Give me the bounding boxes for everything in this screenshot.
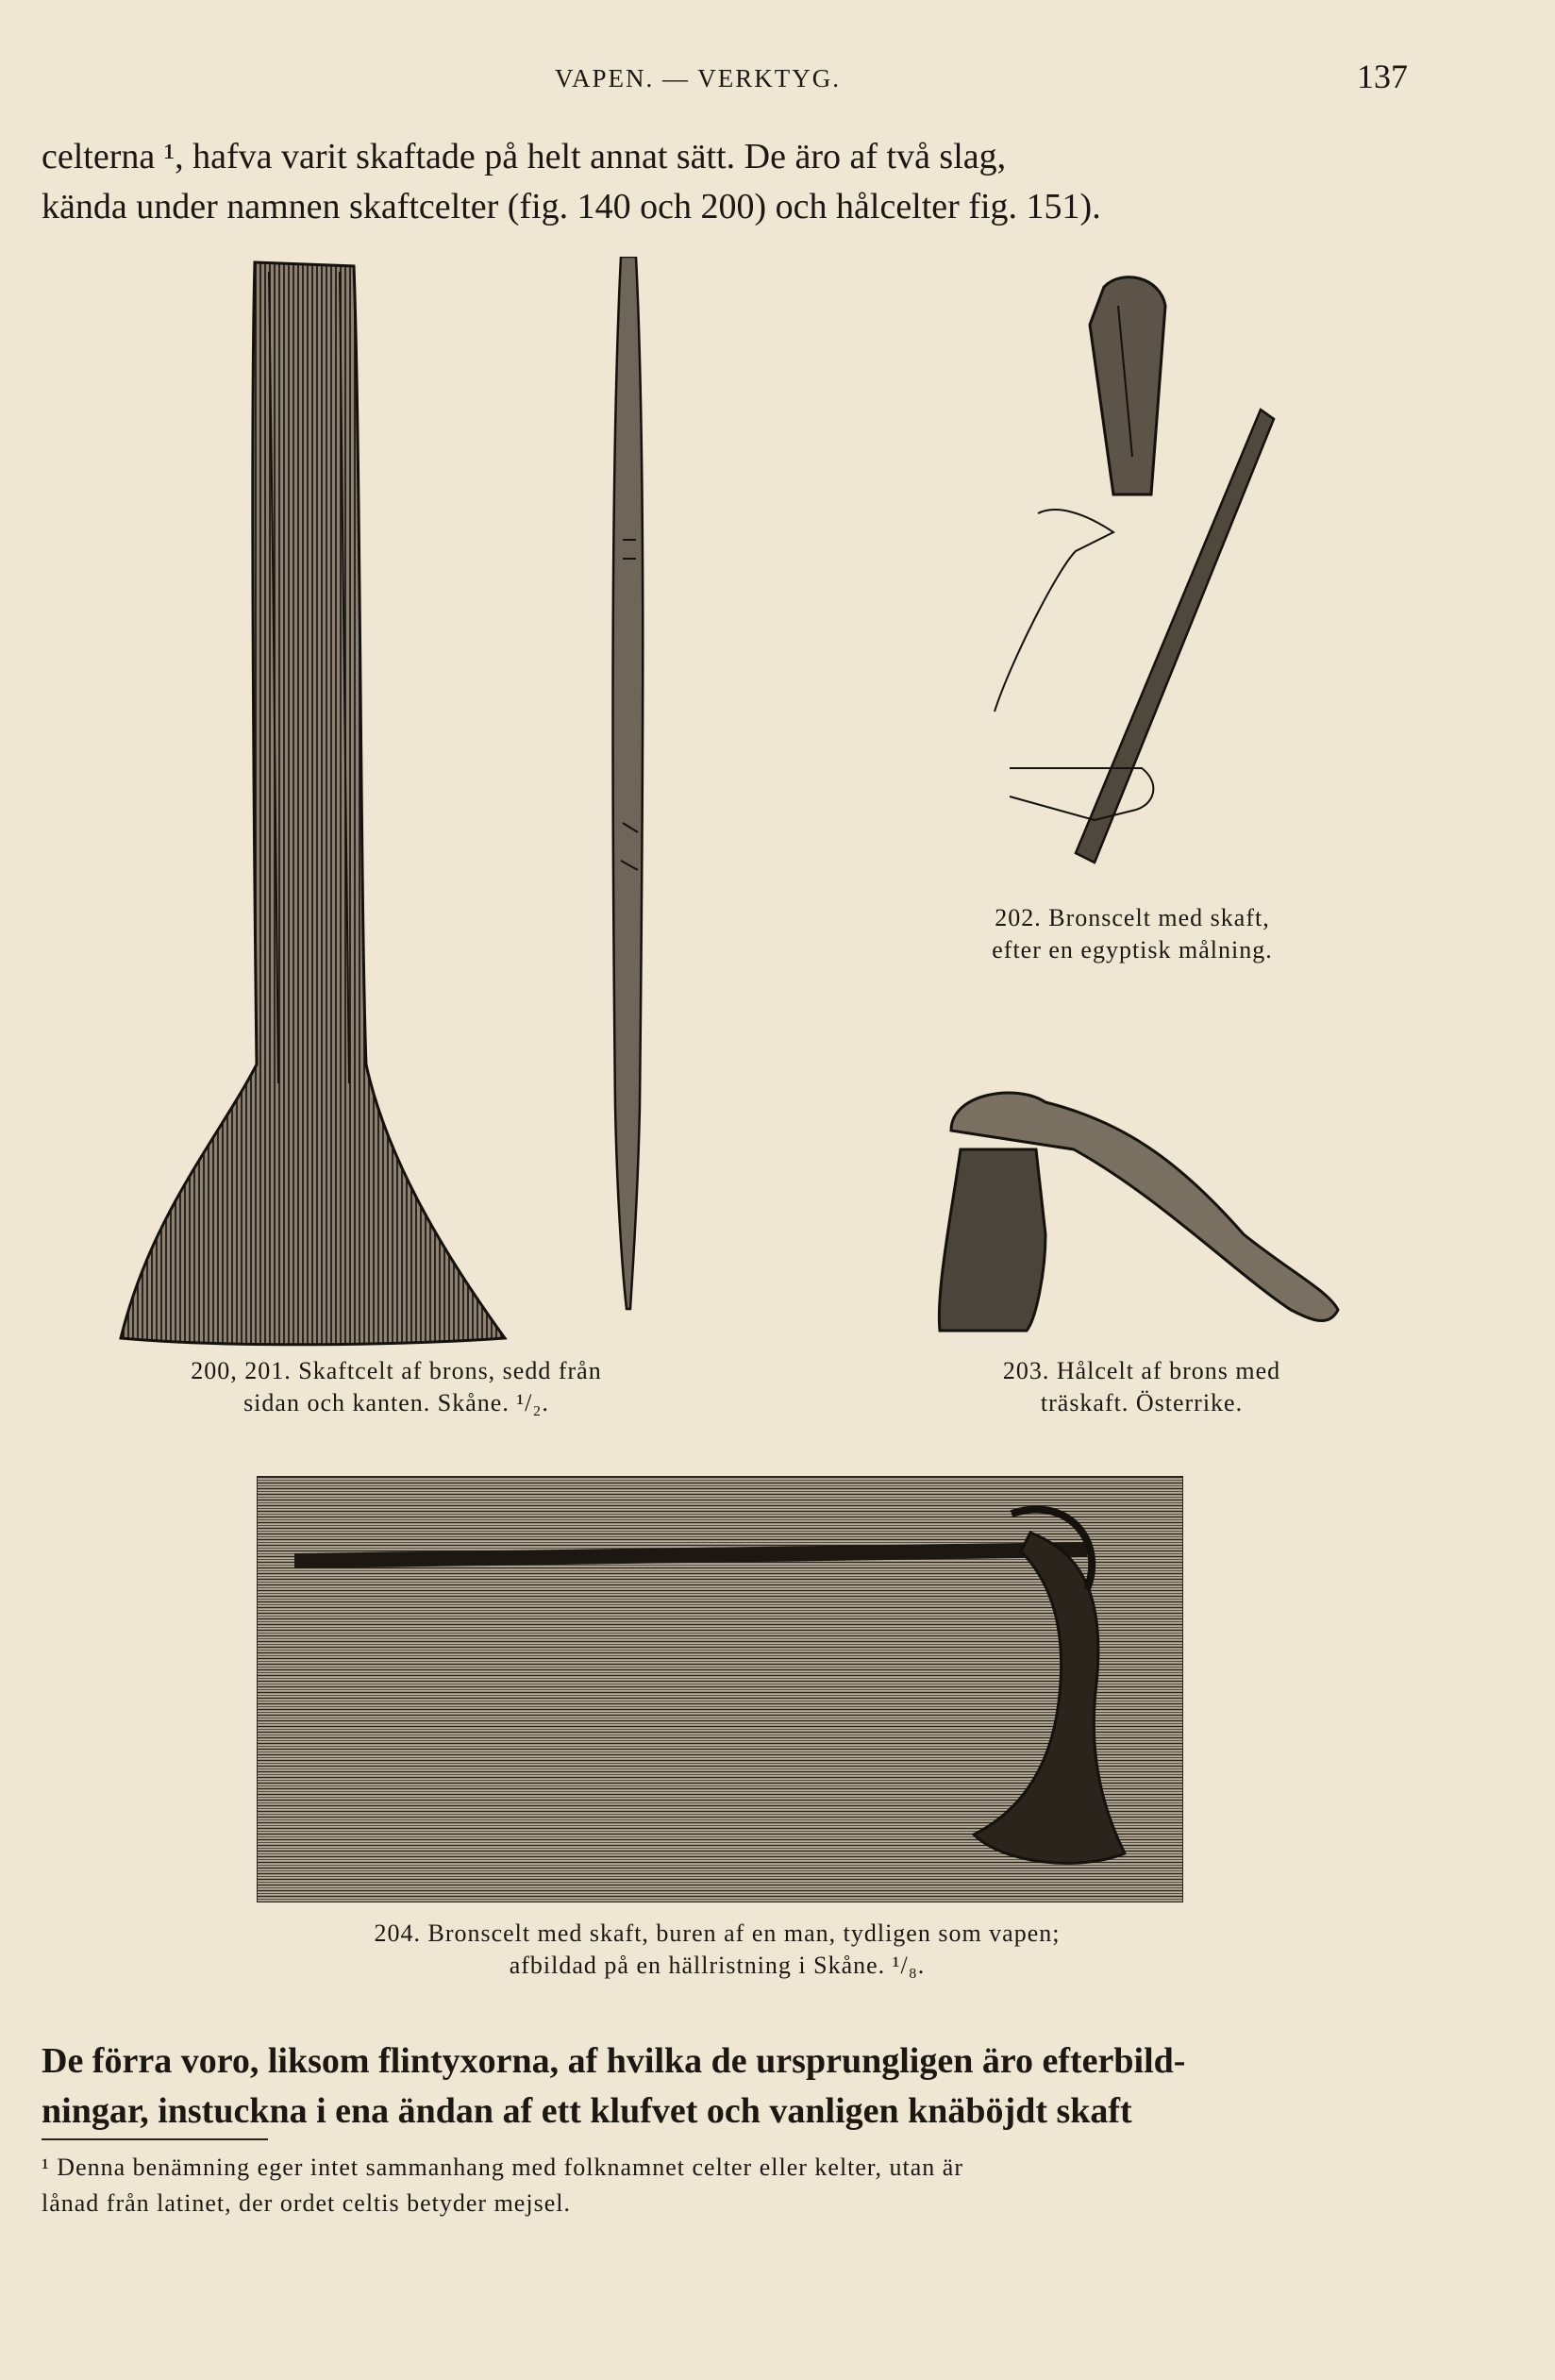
body-text-bottom	[42, 2036, 1419, 2137]
page-number: 137	[1357, 58, 1408, 95]
caption-fig-203	[925, 1355, 1359, 1419]
caption-line: 204. Bronscelt med skaft, buren af en man, tydligen som vapen;	[374, 1919, 1061, 1947]
caption-line: 200, 201. Skaftcelt af brons, sedd från	[191, 1357, 602, 1384]
caption-fig-202	[925, 902, 1340, 966]
footnote-line: ¹ Denna benämning eger intet sammanhang med folknamnet celter eller kelter, utan är	[42, 2154, 964, 2181]
caption-line: 203. Hålcelt af brons med	[1002, 1357, 1281, 1384]
caption-fig-204	[217, 1918, 1217, 1982]
caption-fig-200-201	[94, 1355, 698, 1419]
footnote-line: lånad från latinet, der ordet celtis betyder mejsel.	[42, 2189, 571, 2217]
figure-203-socketed-celt	[932, 1083, 1347, 1338]
caption-line: afbildad på en hällristning i Skåne. ¹/₈.	[509, 1952, 926, 1979]
caption-line: 202. Bronscelt med skaft,	[995, 904, 1270, 931]
footnote-rule	[42, 2138, 268, 2140]
figure-200-celt-side	[113, 253, 519, 1348]
footnote	[42, 2150, 1419, 2221]
body-line: ningar, instuckna i ena ändan af ett klufvet och vanligen knäböjdt skaft	[42, 2091, 1132, 2131]
body-line: De förra voro, liksom flintyxorna, af hvilka de ursprungligen äro efterbild-	[42, 2041, 1186, 2081]
figure-204-rock-carving	[257, 1476, 1183, 1902]
figure-202-celt-with-shaft	[981, 268, 1293, 872]
page-header	[0, 57, 1555, 104]
figure-201-celt-edge	[602, 257, 655, 1314]
body-line: kända under namnen skaftcelter (fig. 140 och 200) och hålcelter fig. 151).	[42, 187, 1101, 226]
body-text-top	[42, 132, 1419, 232]
caption-line: efter en egyptisk målning.	[992, 936, 1273, 964]
running-head: VAPEN. — VERKTYG.	[555, 64, 842, 92]
caption-line: träskaft. Österrike.	[1040, 1389, 1244, 1416]
caption-line: sidan och kanten. Skåne. ¹/₂.	[243, 1389, 549, 1416]
body-line: celterna ¹, hafva varit skaftade på helt annat sätt. De äro af två slag,	[42, 137, 1007, 176]
